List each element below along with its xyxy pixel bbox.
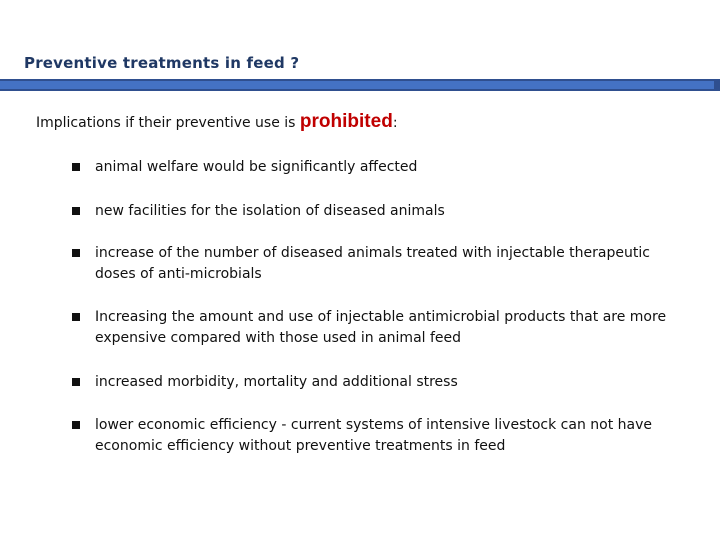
bullet-item bbox=[72, 243, 692, 285]
bullet-text: new facilities for the isolation of diseased animals bbox=[95, 203, 445, 219]
bullet-text: increase of the number of diseased animals treated with injectable therapeutic doses of anti-microbials bbox=[95, 245, 650, 282]
square-bullet-icon bbox=[72, 378, 80, 386]
square-bullet-icon bbox=[72, 163, 80, 171]
bullet-text: increased morbidity, mortality and additional stress bbox=[95, 374, 458, 390]
bullet-text: animal welfare would be significantly affected bbox=[95, 159, 418, 175]
bullet-text: lower economic efficiency - current systems of intensive livestock can not have economic efficiency without preventive treatments in feed bbox=[95, 417, 653, 454]
bullet-item bbox=[72, 201, 692, 222]
bullet-text: Increasing the amount and use of injectable antimicrobial products that are more expensive compared with those used in animal feed bbox=[95, 309, 667, 346]
square-bullet-icon bbox=[72, 421, 80, 429]
intro-suffix: : bbox=[392, 115, 398, 131]
square-bullet-icon bbox=[72, 249, 80, 257]
bullet-item bbox=[72, 157, 692, 178]
bullet-item bbox=[72, 415, 692, 457]
bullet-item bbox=[72, 307, 692, 349]
intro-keyword: prohibited bbox=[299, 111, 393, 132]
title-divider-cap bbox=[714, 79, 720, 91]
intro-prefix: Implications if their preventive use is bbox=[36, 115, 300, 131]
square-bullet-icon bbox=[72, 313, 80, 321]
slide-title: Preventive treatments in feed ? bbox=[24, 54, 300, 72]
intro-line bbox=[36, 111, 398, 133]
title-divider bbox=[0, 79, 720, 91]
bullet-item bbox=[72, 372, 692, 393]
square-bullet-icon bbox=[72, 207, 80, 215]
